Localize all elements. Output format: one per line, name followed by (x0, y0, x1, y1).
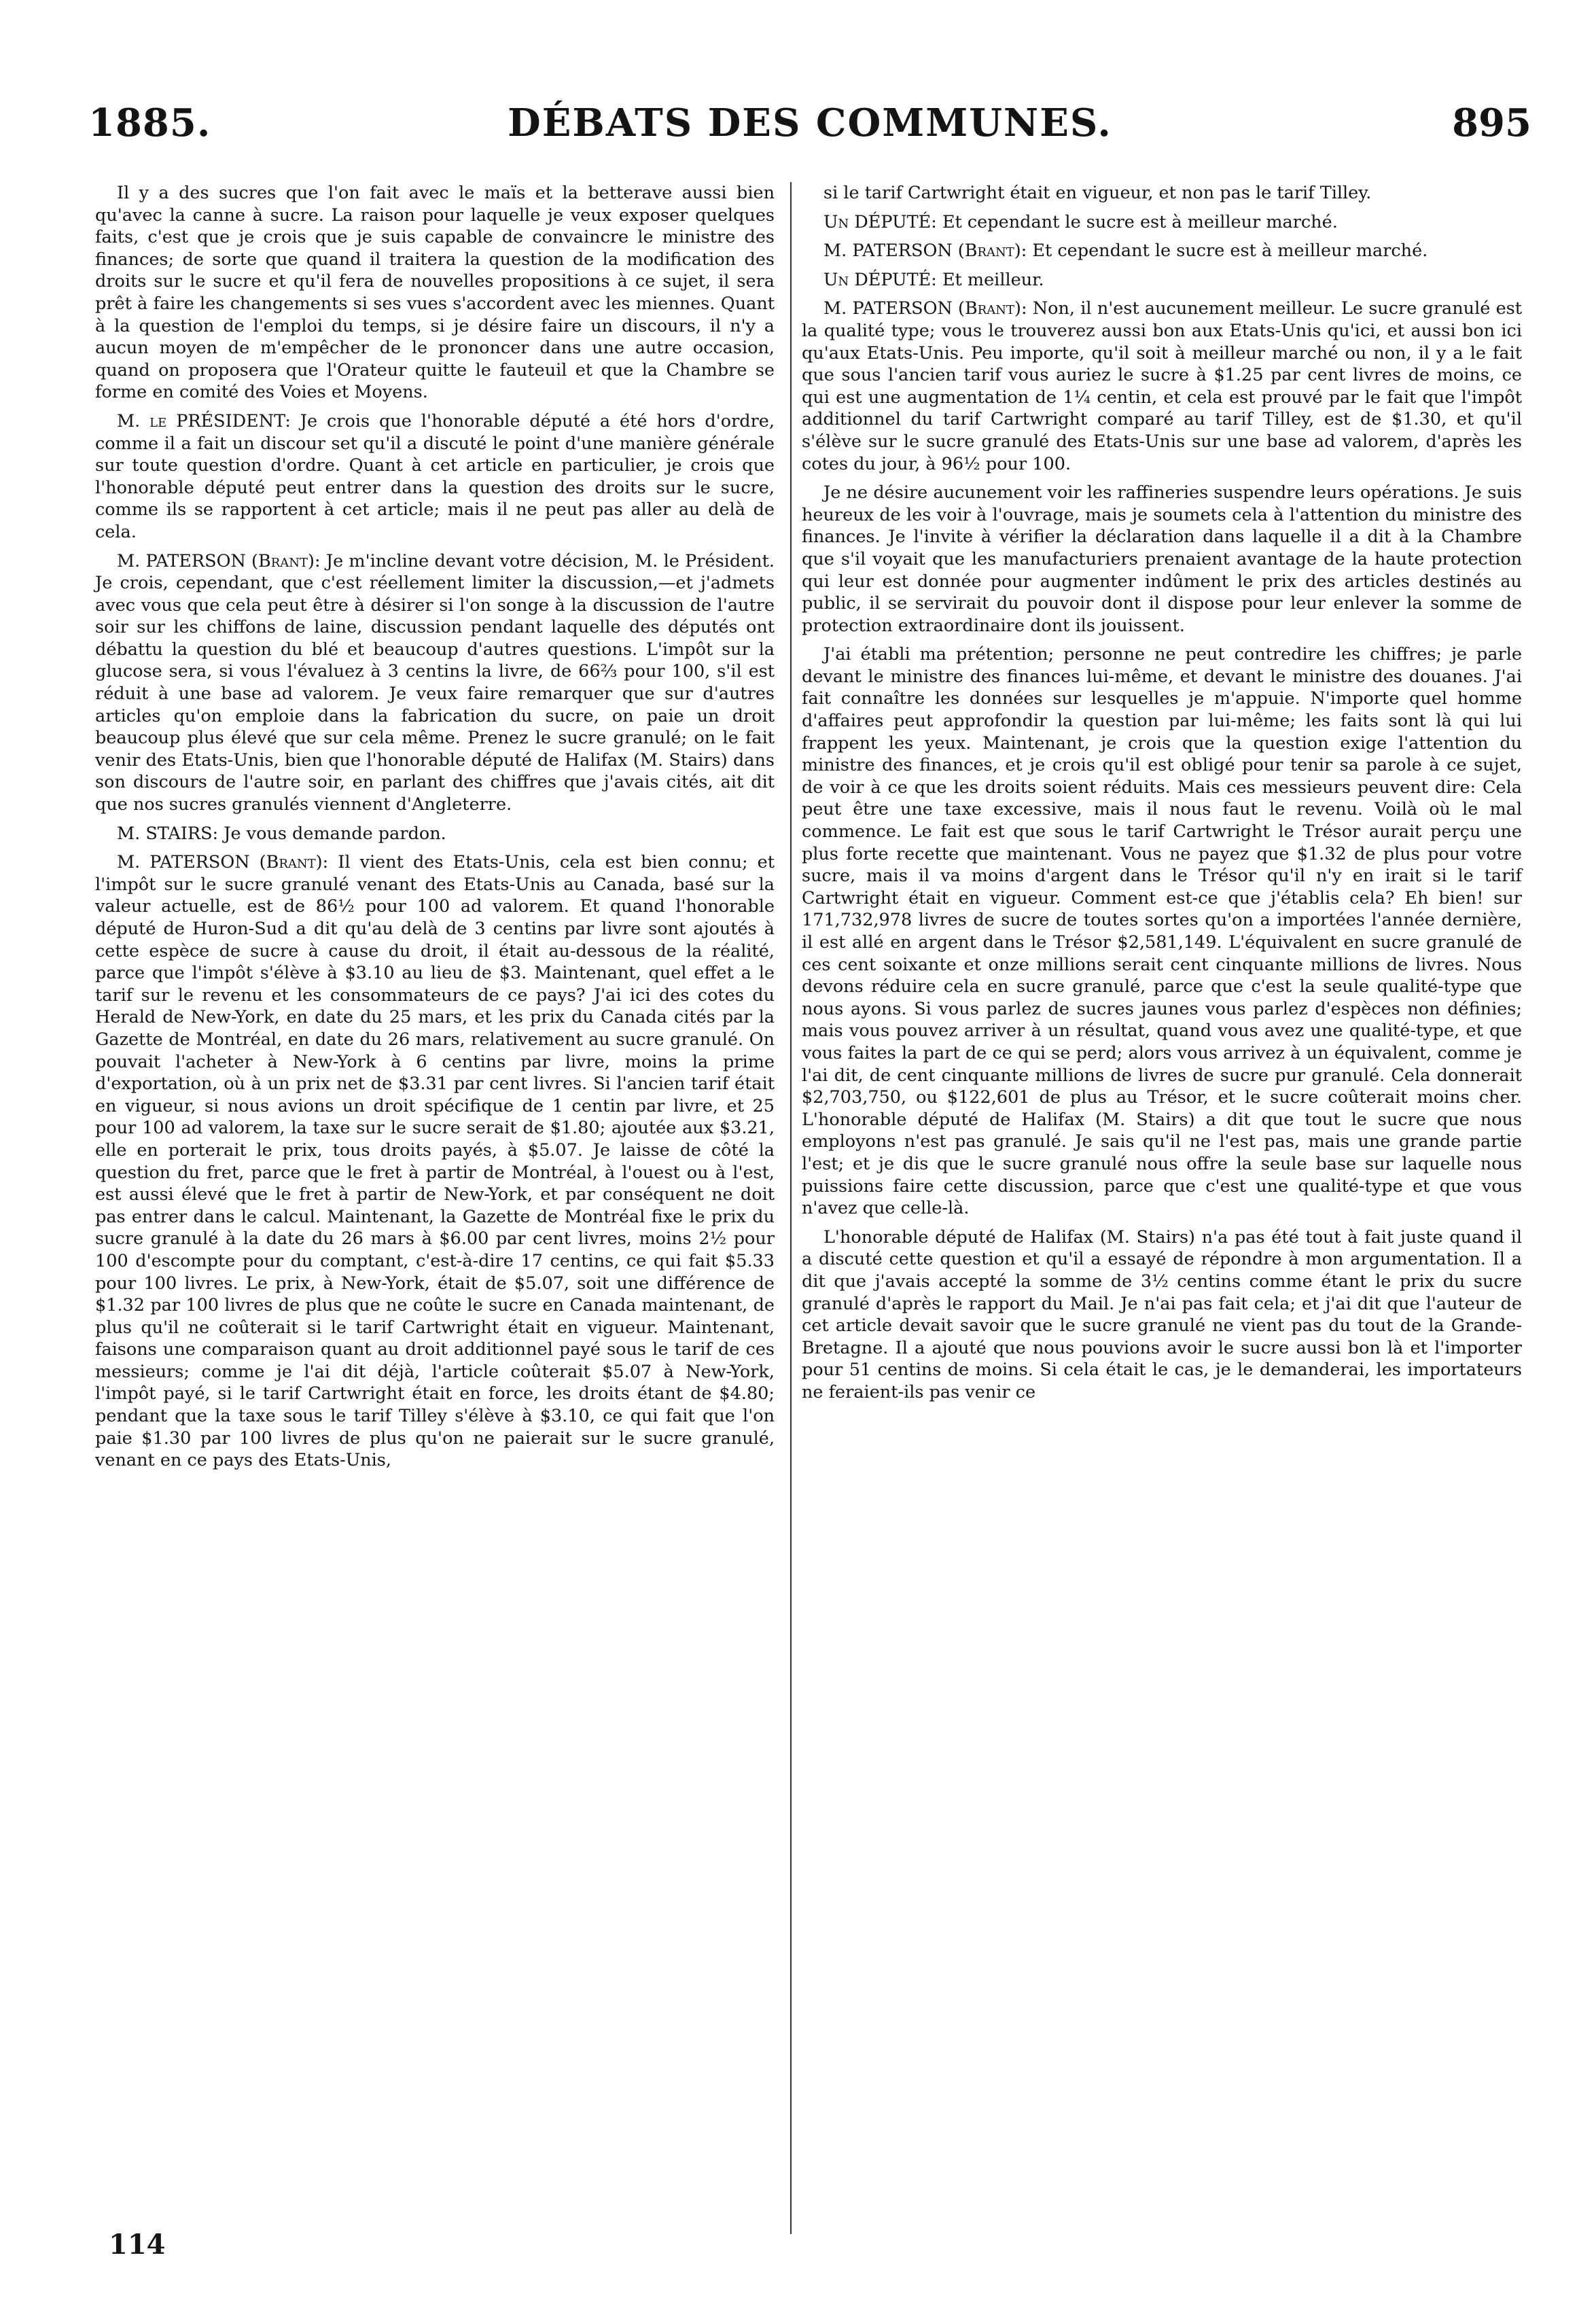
paragraph (802, 1226, 1522, 1404)
paragraph-text: Je m'incline devant votre décision, M. le Président. Je crois, cependant, que c'est réellement limiter la discussion,—et j'admets avec vous que cela peut être à désirer si l'on songe à la discussion de l'autre soir sur les chiffons de laine, discussion pendant laquelle des députés ont débattu la question du blé et beaucoup d'autres questions. L'impôt sur la glucose sera, si vous l'évaluez à 3 centins la livre, de 66⅔ pour 100, s'il est réduit à une base ad valorem. Je veux faire remarquer que sur d'autres articles qu'on emploie dans la fabrication du sucre, on paie un droit beaucoup plus élevé que sur cela même. Prenez le sucre granulé; on le fait venir des Etats-Unis, bien que l'honorable député de Halifax (M. Stairs) dans son discours de l'autre soir, en parlant des chiffres que j'avais cités, ait dit que nos sucres granulés viennent d'Angleterre. (95, 550, 775, 815)
paragraph-text: Il y a des sucres que l'on fait avec le maïs et la betterave aussi bien qu'avec la canne à sucre. La raison pour laquelle je veux exposer quelques faits, c'est que je crois que je suis capable de convaincre le ministre des finances; de sorte que quand il traitera la question de la modification des droits sur le sucre et qu'il fera de nouvelles propositions à ce sujet, il sera prêt à faire les changements si ses vues s'accordent avec les miennes. Quant à la question de l'emploi du temps, si je désire faire un discours, il n'y a aucun moyen de m'empêcher de le prononcer dans une autre occasion, quand on proposera que l'Orateur quitte le fauteuil et que la Chambre se forme en comité des Voies et Moyens. (95, 183, 775, 403)
paragraph-text: Je vous demande pardon. (224, 823, 446, 844)
speaker-name: M. PATERSON (Brant): (823, 298, 1027, 319)
speaker-name: M. PATERSON (Brant): (823, 241, 1027, 262)
paragraph (95, 550, 775, 816)
paragraph-text: J'ai établi ma prétention; personne ne peut contredire les chiffres; je parle devant le ministre des finances lui-même, et devant le ministre des douanes. J'ai fait connaître les données sur lesquelles je m'appuie. N'importe quel homme d'affaires peut approfondir la question par lui-même; les faits sont là qui lui frappent les yeux. Maintenant, je crois que la question exige l'attention du ministre des finances, et je crois qu'il est obligé pour tenir sa parole à ce sujet, de voir à ce que les droits soient réduits. Mais ces messieurs peuvent dire: Cela peut être une taxe excessive, mais il nous faut le revenu. Voilà où le mal commence. Le fait est que sous le tarif Cartwright le Trésor aurait perçu une plus forte recette que maintenant. Vous ne payez que $1.32 de plus pour votre sucre, mais il va moins d'argent dans le Trésor qu'il n'y en irait si le tarif Cartwright était en vigueur. Comment est-ce que j'établis cela? Eh bien! sur 171,732,978 livres de sucre de toutes sortes qu'on a importées l'année dernière, il est allé en argent dans le Trésor $2,581,149. L'équivalent en sucre granulé de ces cent soixante et onze millions serait cent cinquante millions de livres. Nous devons réduire cela en sucre granulé, parce que c'est la seule qualité-type que nous ayons. Si vous parlez de sucres jaunes vous parlez d'espèces non définies; mais vous pouvez arriver à un résultat, quand vous avez une qualité-type, et que vous faites la part de ce qui se perd; alors vous arrivez à un équivalent, comme je l'ai dit, de cent cinquante millions de livres de sucre pur granulé. Cela donnerait $2,703,750, ou $122,601 de plus au Trésor, et le sucre coûterait moins cher. L'honorable député de Halifax (M. Stairs) a dit que tout le sucre que nous employons n'est pas granulé. Je sais qu'il ne l'est pas, mais une grande partie l'est; et je dis que le sucre granulé nous offre la seule base sur laquelle nous puissions faire cette discussion, parce que c'est une qualité-type et que vous n'avez que celle-là. (802, 644, 1522, 1219)
speaker-name: M. le PRÉSIDENT: (117, 410, 291, 431)
paragraph-text: Il vient des Etats-Unis, cela est bien connu; et l'impôt sur le sucre granulé venant des Etats-Unis au Canada, basé sur la valeur actuelle, est de 86½ pour 100 ad valorem. Et quand l'honorable député de Huron-Sud a dit qu'au delà de 3 centins par livre sont ajoutés à cette espèce de sucre à cause du droit, il était au-dessous de la réalité, parce que l'impôt s'élève à $3.10 au lieu de $3. Maintenant, quel effet a le tarif sur le revenu et les consommateurs de ce pays? J'ai ici des cotes du Herald de New-York, en date du 25 mars, et les prix du Canada cités par la Gazette de Montréal, en date du 26 mars, relativement au sucre granulé. On pouvait l'acheter à New-York à 6 centins par livre, moins la prime d'exportation, où à un prix net de $3.31 par cent livres. Si l'ancien tarif était en vigueur, si nous avions un droit spécifique de 1 centin par livre, et 25 pour 100 ad valorem, la taxe sur le sucre serait de $1.80; ajoutée aux $3.21, elle en porterait le prix, tous droits payés, à $5.07. Je laisse de côté la question du fret, parce que le fret à partir de Montréal, à l'ouest ou à l'est, est aussi élevé que le fret à partir de New-York, et par conséquent ne doit pas entrer dans le calcul. Maintenant, la Gazette de Montréal fixe le prix du sucre granulé à la date du 26 mars à $6.00 par cent livres, moins 2½ pour 100 d'escompte pour du comptant, c'est-à-dire 17 centins, ce qui fait $5.33 pour 100 livres. Le prix, à New-York, était de $5.07, soit une différence de $1.32 par 100 livres de plus que ne coûte le sucre en Canada maintenant, de plus qu'il ne coûterait si le tarif Cartwright était en vigueur. Maintenant, faisons une comparaison quant au droit additionnel payé sous le tarif de ces messieurs; comme je l'ai dit déjà, l'article coûterait $5.07 à New-York, l'impôt payé, si le tarif Cartwright était en force, les droits étant de $4.80; pendant que la taxe sous le tarif Tilley s'élève à $3.10, ce qui fait que l'on paie $1.30 par 100 livres de plus qu'on ne paierait sur le sucre granulé, venant en ce pays des Etats-Unis, (95, 852, 775, 1471)
header-year: 1885. (88, 101, 211, 145)
paragraph (802, 182, 1522, 205)
paragraph (802, 269, 1522, 291)
speaker-name: M. STAIRS: (117, 823, 219, 844)
paragraph-text: Et meilleur. (942, 269, 1044, 290)
column-divider (790, 182, 792, 2234)
paragraph-text: Je ne désire aucunement voir les raffineries suspendre leurs opérations. Je suis heureux de les voir à l'ouvrage, mais je soumets cela à l'attention du ministre des finances. Je l'invite à vérifier la déclaration dans laquelle il a dit à la Chambre que s'il voyait que les manufacturiers prenaient avantage de la haute protection qui leur est donnée pour augmenter indûment le prix des articles destinés au public, il se servirait du pouvoir dont il dispose pour leur enlever la somme de protection extraordinaire dont ils jouissent. (802, 482, 1522, 636)
speaker-name: M. PATERSON (Brant): (117, 550, 321, 571)
paragraph (95, 851, 775, 1472)
paragraph (95, 182, 775, 404)
right-column (802, 182, 1522, 1410)
paragraph-text: Et cependant le sucre est à meilleur marché. (1032, 241, 1428, 262)
paragraph (802, 211, 1522, 234)
speaker-name: Un DÉPUTÉ: (823, 211, 937, 232)
signature-mark: 114 (109, 2229, 166, 2261)
paragraph (802, 643, 1522, 1219)
paragraph-text: Je crois que l'honorable député a été hors d'ordre, comme il a fait un discour set qu'il a discuté le point d'une manière générale sur toute question d'ordre. Quant à cet article en particulier, je crois que l'honorable député peut entrer dans la question des droits sur le sucre, comme ils se rapportent à cet article; mais il ne peut pas aller au delà de cela. (95, 410, 775, 542)
page-header (88, 101, 1531, 175)
paragraph (802, 298, 1522, 475)
speaker-name: Un DÉPUTÉ: (823, 269, 937, 290)
paragraph-text: Et cependant le sucre est à meilleur marché. (942, 211, 1338, 232)
paragraph-text: L'honorable député de Halifax (M. Stairs) n'a pas été tout à fait juste quand il a discuté cette question et qu'il a essayé de répondre à mon argumentation. Il a dit que j'avais accepté la somme de 3½ centins comme étant le prix du sucre granulé d'après le rapport du Mail. Je n'ai pas fait cela; et j'ai dit que l'auteur de cet article devait savoir que le sucre granulé ne vient pas du tout de la Grande-Bretagne. Il a ajouté que nous pouvions avoir le sucre aussi bon là et l'importer pour 51 centins de moins. Si cela était le cas, je le demanderai, les importateurs ne feraient-ils pas venir ce (802, 1226, 1522, 1402)
left-column (95, 182, 775, 1479)
paragraph-text: si le tarif Cartwright était en vigueur, et non pas le tarif Tilley. (823, 183, 1372, 203)
header-title: DÉBATS DES COMMUNES. (508, 101, 1112, 145)
speaker-name: M. PATERSON (Brant): (117, 852, 329, 873)
header-page-number: 895 (1452, 101, 1531, 145)
paragraph (802, 240, 1522, 262)
paragraph (95, 823, 775, 845)
paragraph (95, 410, 775, 544)
paragraph-text: Non, il n'est aucunement meilleur. Le sucre granulé est la qualité type; vous le trouverez aussi bon aux Etats-Unis qu'ici, et aussi bon ici qu'aux Etats-Unis. Peu importe, qu'il soit à meilleur marché ou non, il y a le fait que sous l'ancien tarif vous auriez le sucre à $1.25 par cent livres de moins, ce qui est une augmentation de 1¼ centin, et cela est prouvé par le fait que l'impôt additionnel du tarif Cartwright comparé au tarif Tilley, est de $1.30, et qu'il s'élève sur le sucre granulé des Etats-Unis sur une base ad valorem, d'après les cotes du jour, à 96½ pour 100. (802, 298, 1523, 474)
paragraph (802, 482, 1522, 637)
